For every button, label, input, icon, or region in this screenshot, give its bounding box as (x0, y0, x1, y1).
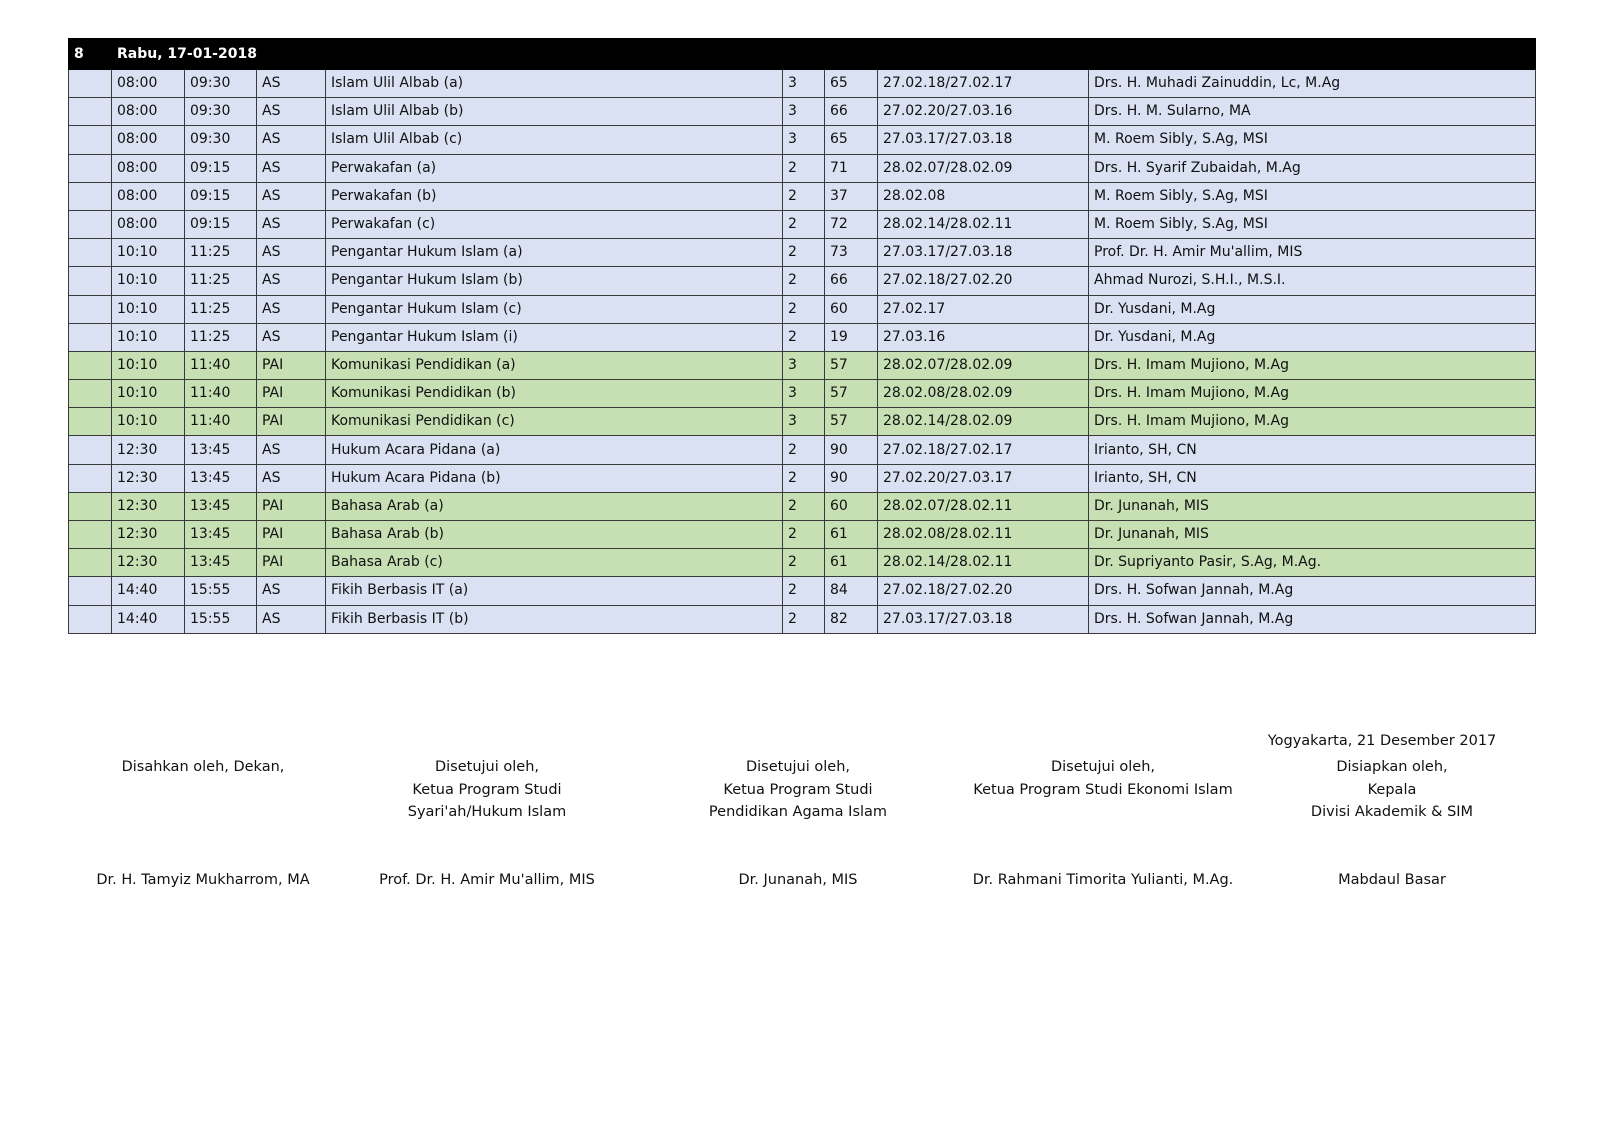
start-time-cell: 08:00 (112, 210, 185, 238)
table-row (69, 408, 1536, 436)
row-blank-cell (69, 521, 112, 549)
prodi-cell: AS (257, 267, 326, 295)
table-row (69, 182, 1536, 210)
table-row (69, 351, 1536, 379)
table-row (69, 577, 1536, 605)
table-row (69, 154, 1536, 182)
signatory-name: Prof. Dr. H. Amir Mu'allim, MIS (379, 872, 595, 888)
signatory-name: Dr. Junanah, MIS (738, 872, 858, 888)
table-row (69, 492, 1536, 520)
place-date: Yogyakarta, 21 Desember 2017 (1267, 733, 1497, 749)
prodi-cell: AS (257, 70, 326, 98)
signature-column (53, 756, 353, 896)
course-name-cell: Fikih Berbasis IT (a) (326, 577, 783, 605)
sks-cell: 2 (783, 521, 825, 549)
signature-role-line: Pendidikan Agama Islam (708, 804, 888, 820)
lecturer-cell: Prof. Dr. H. Amir Mu'allim, MIS (1089, 239, 1536, 267)
lecturer-cell: M. Roem Sibly, S.Ag, MSI (1089, 210, 1536, 238)
student-count-cell: 72 (825, 210, 878, 238)
student-count-cell: 37 (825, 182, 878, 210)
start-time-cell: 08:00 (112, 154, 185, 182)
room-cell: 27.03.17/27.03.18 (878, 239, 1089, 267)
signature-role-line: Syari'ah/Hukum Islam (407, 804, 567, 820)
prodi-cell: AS (257, 577, 326, 605)
prodi-cell: PAI (257, 521, 326, 549)
course-name-cell: Pengantar Hukum Islam (c) (326, 295, 783, 323)
table-row (69, 267, 1536, 295)
end-time-cell: 13:45 (185, 464, 257, 492)
prodi-cell: AS (257, 126, 326, 154)
student-count-cell: 65 (825, 126, 878, 154)
room-cell: 28.02.07/28.02.09 (878, 154, 1089, 182)
prodi-cell: AS (257, 210, 326, 238)
sks-cell: 3 (783, 380, 825, 408)
day-label: Rabu, 17-01-2018 (112, 39, 1536, 70)
room-cell: 27.03.17/27.03.18 (878, 605, 1089, 633)
signature-role-line: Ketua Program Studi (412, 781, 562, 798)
row-blank-cell (69, 295, 112, 323)
start-time-cell: 12:30 (112, 492, 185, 520)
lecturer-cell: Drs. H. Imam Mujiono, M.Ag (1089, 408, 1536, 436)
sks-cell: 2 (783, 464, 825, 492)
prodi-cell: AS (257, 98, 326, 126)
table-row (69, 323, 1536, 351)
student-count-cell: 90 (825, 436, 878, 464)
start-time-cell: 14:40 (112, 605, 185, 633)
end-time-cell: 09:15 (185, 210, 257, 238)
course-name-cell: Komunikasi Pendidikan (c) (326, 408, 783, 436)
end-time-cell: 15:55 (185, 577, 257, 605)
table-row (69, 239, 1536, 267)
signature-role-line: Divisi Akademik & SIM (1310, 804, 1474, 820)
prodi-cell: PAI (257, 351, 326, 379)
lecturer-cell: Drs. H. Imam Mujiono, M.Ag (1089, 380, 1536, 408)
start-time-cell: 12:30 (112, 521, 185, 549)
table-row (69, 521, 1536, 549)
student-count-cell: 57 (825, 351, 878, 379)
row-blank-cell (69, 98, 112, 126)
row-blank-cell (69, 492, 112, 520)
course-name-cell: Komunikasi Pendidikan (b) (326, 380, 783, 408)
student-count-cell: 71 (825, 154, 878, 182)
lecturer-cell: Ahmad Nurozi, S.H.I., M.S.I. (1089, 267, 1536, 295)
prodi-cell: PAI (257, 408, 326, 436)
sks-cell: 2 (783, 492, 825, 520)
lecturer-cell: Dr. Supriyanto Pasir, S.Ag, M.Ag. (1089, 549, 1536, 577)
table-row (69, 464, 1536, 492)
start-time-cell: 14:40 (112, 577, 185, 605)
start-time-cell: 08:00 (112, 70, 185, 98)
sks-cell: 3 (783, 351, 825, 379)
signature-role-line: Ketua Program Studi Ekonomi Islam (973, 781, 1233, 798)
end-time-cell: 13:45 (185, 549, 257, 577)
row-blank-cell (69, 267, 112, 295)
prodi-cell: AS (257, 154, 326, 182)
row-blank-cell (69, 408, 112, 436)
room-cell: 27.02.17 (878, 295, 1089, 323)
sks-cell: 3 (783, 98, 825, 126)
signature-role-line: Disiapkan oleh, (1336, 759, 1448, 775)
lecturer-cell: Drs. H. Sofwan Jannah, M.Ag (1089, 577, 1536, 605)
lecturer-cell: Drs. H. Muhadi Zainuddin, Lc, M.Ag (1089, 70, 1536, 98)
end-time-cell: 09:15 (185, 182, 257, 210)
signature-role-line: Disetujui oleh, (745, 759, 851, 775)
signature-column (953, 756, 1253, 896)
sks-cell: 2 (783, 549, 825, 577)
course-name-cell: Islam Ulil Albab (c) (326, 126, 783, 154)
table-row (69, 295, 1536, 323)
row-blank-cell (69, 154, 112, 182)
prodi-cell: AS (257, 605, 326, 633)
course-name-cell: Fikih Berbasis IT (b) (326, 605, 783, 633)
signatory-name: Mabdaul Basar (1338, 872, 1446, 888)
course-name-cell: Bahasa Arab (b) (326, 521, 783, 549)
course-name-cell: Perwakafan (a) (326, 154, 783, 182)
start-time-cell: 10:10 (112, 323, 185, 351)
end-time-cell: 11:40 (185, 408, 257, 436)
student-count-cell: 66 (825, 98, 878, 126)
course-name-cell: Perwakafan (b) (326, 182, 783, 210)
start-time-cell: 12:30 (112, 464, 185, 492)
room-cell: 28.02.08 (878, 182, 1089, 210)
lecturer-cell: Drs. H. M. Sularno, MA (1089, 98, 1536, 126)
course-name-cell: Pengantar Hukum Islam (a) (326, 239, 783, 267)
room-cell: 28.02.08/28.02.09 (878, 380, 1089, 408)
start-time-cell: 12:30 (112, 549, 185, 577)
prodi-cell: AS (257, 464, 326, 492)
start-time-cell: 10:10 (112, 295, 185, 323)
lecturer-cell: Dr. Yusdani, M.Ag (1089, 323, 1536, 351)
end-time-cell: 09:30 (185, 70, 257, 98)
row-blank-cell (69, 380, 112, 408)
prodi-cell: AS (257, 182, 326, 210)
lecturer-cell: Drs. H. Sofwan Jannah, M.Ag (1089, 605, 1536, 633)
course-name-cell: Islam Ulil Albab (b) (326, 98, 783, 126)
day-number: 8 (69, 39, 112, 70)
student-count-cell: 60 (825, 295, 878, 323)
signature-role-line: Disahkan oleh, Dekan, (121, 759, 285, 775)
course-name-cell: Pengantar Hukum Islam (i) (326, 323, 783, 351)
course-name-cell: Hukum Acara Pidana (b) (326, 464, 783, 492)
table-row (69, 605, 1536, 633)
end-time-cell: 09:30 (185, 126, 257, 154)
room-cell: 27.02.18/27.02.20 (878, 267, 1089, 295)
sks-cell: 3 (783, 70, 825, 98)
lecturer-cell: Dr. Junanah, MIS (1089, 521, 1536, 549)
sks-cell: 2 (783, 577, 825, 605)
lecturer-cell: Drs. H. Syarif Zubaidah, M.Ag (1089, 154, 1536, 182)
room-cell: 27.03.16 (878, 323, 1089, 351)
signature-column (1242, 756, 1542, 896)
student-count-cell: 61 (825, 521, 878, 549)
lecturer-cell: M. Roem Sibly, S.Ag, MSI (1089, 182, 1536, 210)
table-row (69, 210, 1536, 238)
student-count-cell: 57 (825, 408, 878, 436)
end-time-cell: 11:25 (185, 323, 257, 351)
student-count-cell: 84 (825, 577, 878, 605)
prodi-cell: AS (257, 295, 326, 323)
signature-role-line: Disetujui oleh, (1050, 759, 1156, 775)
sks-cell: 2 (783, 295, 825, 323)
end-time-cell: 11:25 (185, 239, 257, 267)
room-cell: 28.02.07/28.02.11 (878, 492, 1089, 520)
start-time-cell: 08:00 (112, 98, 185, 126)
room-cell: 28.02.14/28.02.09 (878, 408, 1089, 436)
row-blank-cell (69, 351, 112, 379)
table-row (69, 549, 1536, 577)
row-blank-cell (69, 549, 112, 577)
room-cell: 28.02.07/28.02.09 (878, 351, 1089, 379)
student-count-cell: 73 (825, 239, 878, 267)
course-name-cell: Hukum Acara Pidana (a) (326, 436, 783, 464)
start-time-cell: 10:10 (112, 380, 185, 408)
row-blank-cell (69, 210, 112, 238)
sks-cell: 2 (783, 436, 825, 464)
day-header-row (69, 39, 1536, 70)
start-time-cell: 10:10 (112, 267, 185, 295)
course-name-cell: Komunikasi Pendidikan (a) (326, 351, 783, 379)
end-time-cell: 13:45 (185, 436, 257, 464)
prodi-cell: AS (257, 323, 326, 351)
start-time-cell: 10:10 (112, 351, 185, 379)
table-row (69, 380, 1536, 408)
prodi-cell: PAI (257, 492, 326, 520)
signature-column (337, 756, 637, 896)
end-time-cell: 11:40 (185, 380, 257, 408)
lecturer-cell: Irianto, SH, CN (1089, 464, 1536, 492)
signature-column (648, 756, 948, 896)
course-name-cell: Bahasa Arab (a) (326, 492, 783, 520)
end-time-cell: 15:55 (185, 605, 257, 633)
sks-cell: 3 (783, 408, 825, 436)
row-blank-cell (69, 577, 112, 605)
student-count-cell: 66 (825, 267, 878, 295)
student-count-cell: 90 (825, 464, 878, 492)
signature-role-line: Ketua Program Studi (723, 781, 873, 798)
room-cell: 28.02.08/28.02.11 (878, 521, 1089, 549)
row-blank-cell (69, 126, 112, 154)
row-blank-cell (69, 464, 112, 492)
end-time-cell: 11:25 (185, 295, 257, 323)
signature-role-line: Kepala (1367, 781, 1417, 798)
row-blank-cell (69, 239, 112, 267)
end-time-cell: 13:45 (185, 521, 257, 549)
end-time-cell: 09:15 (185, 154, 257, 182)
prodi-cell: AS (257, 239, 326, 267)
course-name-cell: Perwakafan (c) (326, 210, 783, 238)
table-row (69, 436, 1536, 464)
table-row (69, 98, 1536, 126)
course-name-cell: Bahasa Arab (c) (326, 549, 783, 577)
sks-cell: 2 (783, 154, 825, 182)
table-row (69, 70, 1536, 98)
room-cell: 27.03.17/27.03.18 (878, 126, 1089, 154)
room-cell: 27.02.20/27.03.16 (878, 98, 1089, 126)
table-row (69, 126, 1536, 154)
start-time-cell: 10:10 (112, 408, 185, 436)
sks-cell: 2 (783, 210, 825, 238)
lecturer-cell: M. Roem Sibly, S.Ag, MSI (1089, 126, 1536, 154)
sks-cell: 3 (783, 126, 825, 154)
student-count-cell: 19 (825, 323, 878, 351)
start-time-cell: 12:30 (112, 436, 185, 464)
lecturer-cell: Dr. Yusdani, M.Ag (1089, 295, 1536, 323)
student-count-cell: 57 (825, 380, 878, 408)
row-blank-cell (69, 70, 112, 98)
start-time-cell: 10:10 (112, 239, 185, 267)
start-time-cell: 08:00 (112, 126, 185, 154)
sks-cell: 2 (783, 323, 825, 351)
sks-cell: 2 (783, 182, 825, 210)
room-cell: 27.02.18/27.02.17 (878, 70, 1089, 98)
lecturer-cell: Irianto, SH, CN (1089, 436, 1536, 464)
signatory-name: Dr. Rahmani Timorita Yulianti, M.Ag. (972, 872, 1234, 888)
prodi-cell: PAI (257, 380, 326, 408)
prodi-cell: AS (257, 436, 326, 464)
end-time-cell: 11:25 (185, 267, 257, 295)
schedule-table (68, 38, 1536, 634)
room-cell: 28.02.14/28.02.11 (878, 549, 1089, 577)
student-count-cell: 60 (825, 492, 878, 520)
signature-role-line: Disetujui oleh, (434, 759, 540, 775)
sks-cell: 2 (783, 267, 825, 295)
lecturer-cell: Drs. H. Imam Mujiono, M.Ag (1089, 351, 1536, 379)
sks-cell: 2 (783, 239, 825, 267)
signatory-name: Dr. H. Tamyiz Mukharrom, MA (96, 872, 310, 888)
room-cell: 27.02.18/27.02.17 (878, 436, 1089, 464)
row-blank-cell (69, 436, 112, 464)
room-cell: 28.02.14/28.02.11 (878, 210, 1089, 238)
row-blank-cell (69, 182, 112, 210)
end-time-cell: 13:45 (185, 492, 257, 520)
student-count-cell: 61 (825, 549, 878, 577)
prodi-cell: PAI (257, 549, 326, 577)
sks-cell: 2 (783, 605, 825, 633)
end-time-cell: 11:40 (185, 351, 257, 379)
student-count-cell: 82 (825, 605, 878, 633)
course-name-cell: Pengantar Hukum Islam (b) (326, 267, 783, 295)
row-blank-cell (69, 323, 112, 351)
end-time-cell: 09:30 (185, 98, 257, 126)
course-name-cell: Islam Ulil Albab (a) (326, 70, 783, 98)
lecturer-cell: Dr. Junanah, MIS (1089, 492, 1536, 520)
start-time-cell: 08:00 (112, 182, 185, 210)
row-blank-cell (69, 605, 112, 633)
room-cell: 27.02.20/27.03.17 (878, 464, 1089, 492)
student-count-cell: 65 (825, 70, 878, 98)
room-cell: 27.02.18/27.02.20 (878, 577, 1089, 605)
